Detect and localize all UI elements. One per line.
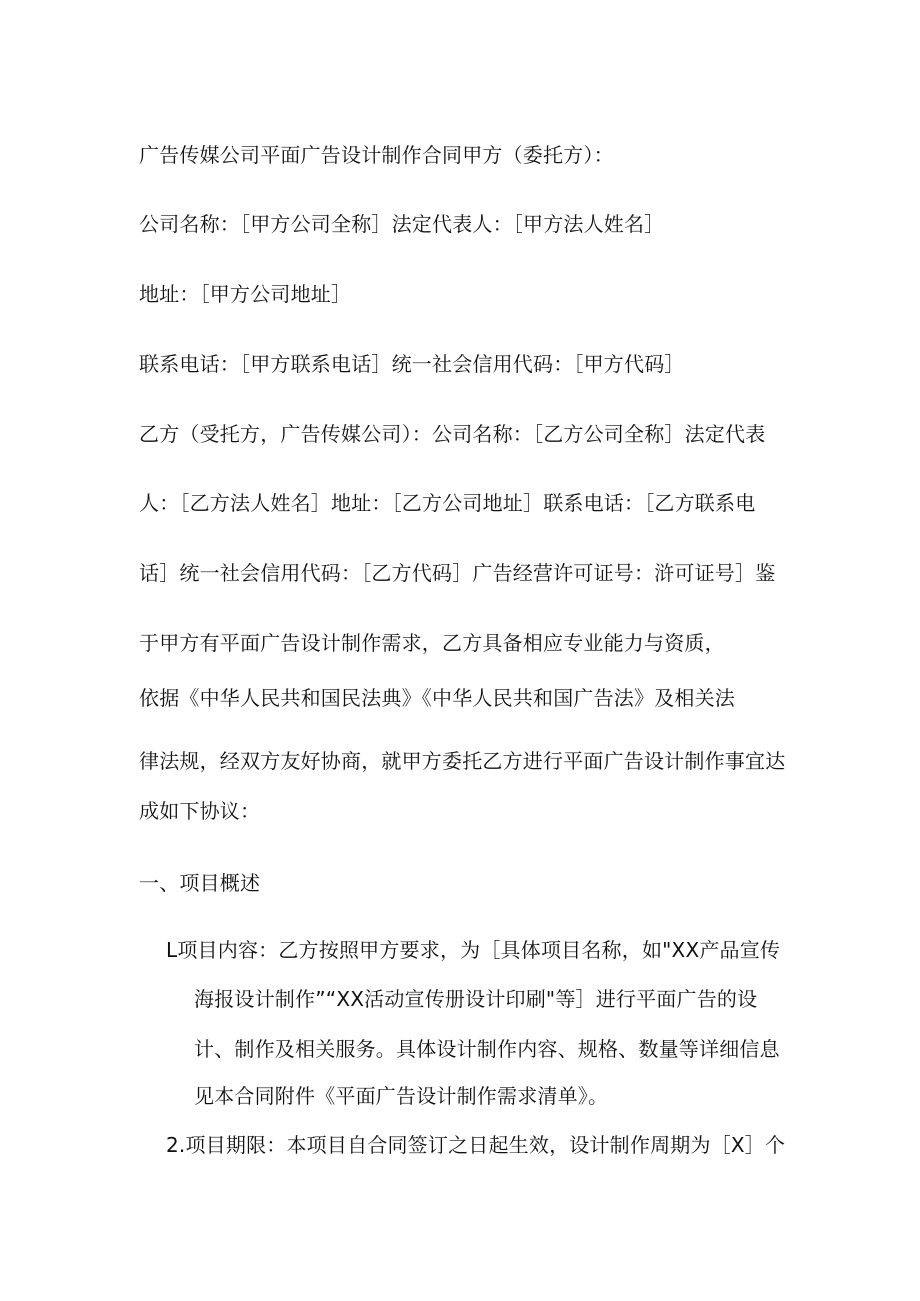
clause-2-line-1: 2.项目期限：本项目自合同签订之日起生效，设计制作周期为［X］个 [166, 1133, 786, 1157]
clause-1-line-3: 计、制作及相关服务。具体设计制作内容、规格、数量等详细信息 [194, 1037, 780, 1061]
clause-1-line-4: 见本合同附件《平面广告设计制作需求清单》。 [194, 1084, 609, 1108]
party-b-line-3: 话］统一社会信用代码：［乙方代码］广告经营许可证号：浒可证号］鉴 [139, 561, 776, 585]
clause-1-line-1: L项目内容：乙方按照甲方要求，为［具体项目名称，如"XX产品宣传 [166, 938, 781, 962]
contract-title-line: 广告传媒公司平面广告设计制作合同甲方（委托方）： [139, 143, 614, 167]
party-b-line-1: 乙方（受托方，广告传媒公司）：公司名称：［乙方公司全称］法定代表 [139, 422, 766, 446]
preamble-line-2: 依据《中华人民共和国民法典》《中华人民共和国广告法》及相关法 [139, 686, 735, 710]
clause-1-line-2: 海报设计制作”“XX活动宣传册设计印刷"等］进行平面广告的设 [194, 987, 758, 1011]
party-a-name-line: 公司名称：［甲方公司全称］法定代表人：［甲方法人姓名］ [139, 212, 665, 236]
preamble-line-1: 于甲方有平面广告设计制作需求，乙方具备相应专业能力与资质， [139, 631, 725, 655]
party-a-address-line: 地址：［甲方公司地址］ [139, 282, 352, 306]
party-b-line-2: 人：［乙方法人姓名］地址：［乙方公司地址］联系电话：［乙方联系电 [139, 491, 756, 515]
preamble-line-3: 律法规，经双方友好协商，就甲方委托乙方进行平面广告设计制作事宜达 [139, 749, 786, 773]
section-heading: 一、项目概述 [139, 871, 261, 895]
preamble-line-4: 成如下协议： [139, 799, 261, 823]
party-a-contact-line: 联系电话：［甲方联系电话］统一社会信用代码：［甲方代码］ [139, 352, 685, 376]
